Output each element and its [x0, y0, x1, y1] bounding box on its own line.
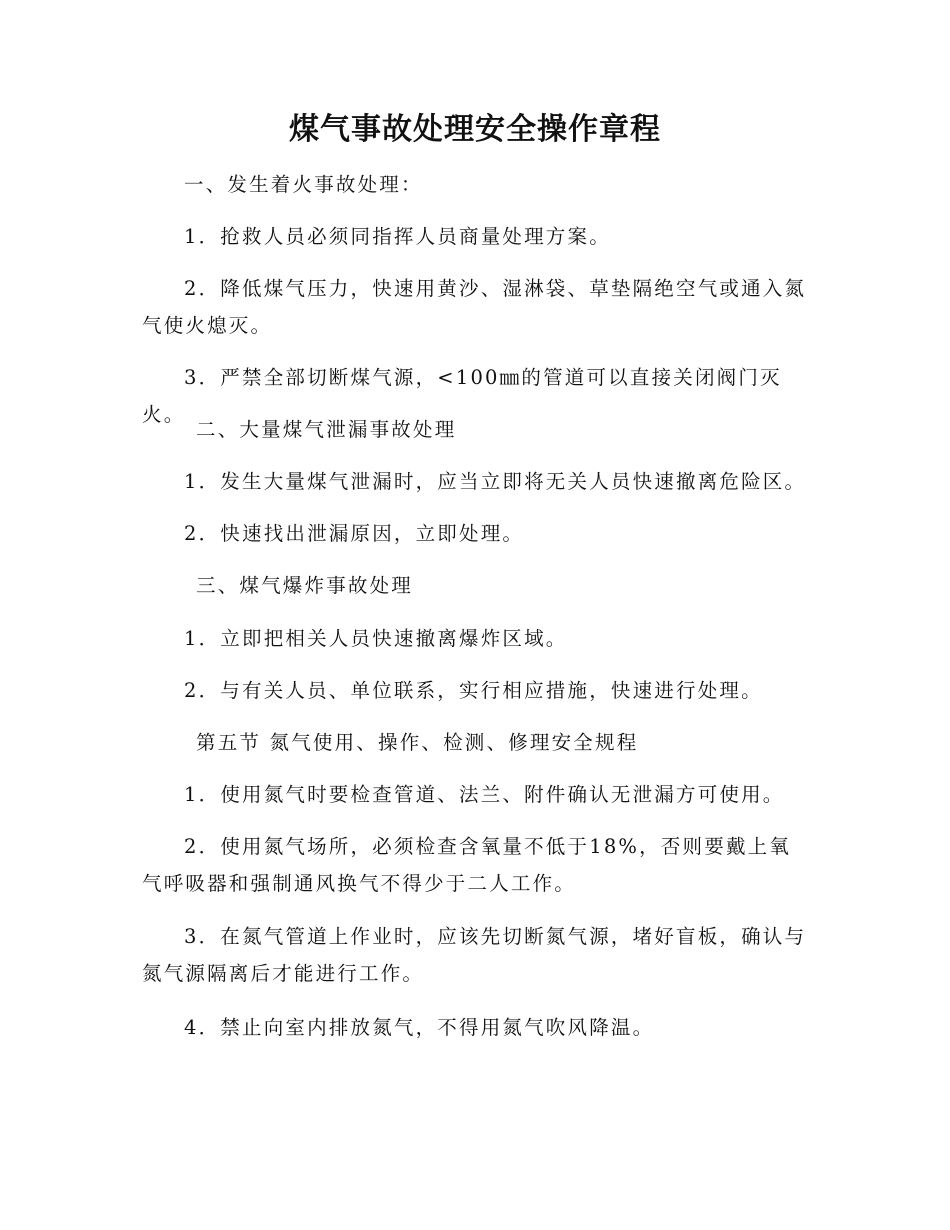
section-heading-explosion: 三、煤气爆炸事故处理 [196, 574, 414, 597]
paragraph: 2．与有关人员、单位联系，实行相应措施，快速进行处理。 [184, 679, 763, 702]
paragraph: 3．严禁全部切断煤气源，<100㎜的管道可以直接关闭阀门灭火。 [142, 366, 782, 426]
document-title: 煤气事故处理安全操作章程 [289, 112, 661, 147]
paragraph: 1．使用氮气时要检查管道、法兰、附件确认无泄漏方可使用。 [184, 783, 785, 806]
paragraph: 1．立即把相关人员快速撤离爆炸区域。 [184, 627, 568, 650]
section-heading-leak: 二、大量煤气泄漏事故处理 [196, 418, 457, 441]
paragraph: 3．在氮气管道上作业时，应该先切断氮气源，堵好盲板，确认与氮气源隔离后才能进行工作。 [142, 925, 807, 985]
paragraph: 2．使用氮气场所，必须检查含氧量不低于18%，否则要戴上氧气呼吸器和强制通风换气不得少于二人工作。 [142, 835, 792, 895]
paragraph: 1．发生大量煤气泄漏时，应当立即将无关人员快速撤离危险区。 [184, 470, 807, 493]
section-heading-fire: 一、发生着火事故处理： [184, 173, 423, 196]
paragraph: 2．快速找出泄漏原因，立即处理。 [184, 522, 525, 545]
paragraph: 2．降低煤气压力，快速用黄沙、湿淋袋、草垫隔绝空气或通入氮气使火熄灭。 [142, 277, 807, 337]
paragraph: 4．禁止向室内排放氮气，不得用氮气吹风降温。 [184, 1016, 655, 1039]
paragraph: 1．抢救人员必须同指挥人员商量处理方案。 [184, 225, 611, 248]
section-heading-nitrogen: 第五节 氮气使用、操作、检测、修理安全规程 [196, 731, 639, 754]
